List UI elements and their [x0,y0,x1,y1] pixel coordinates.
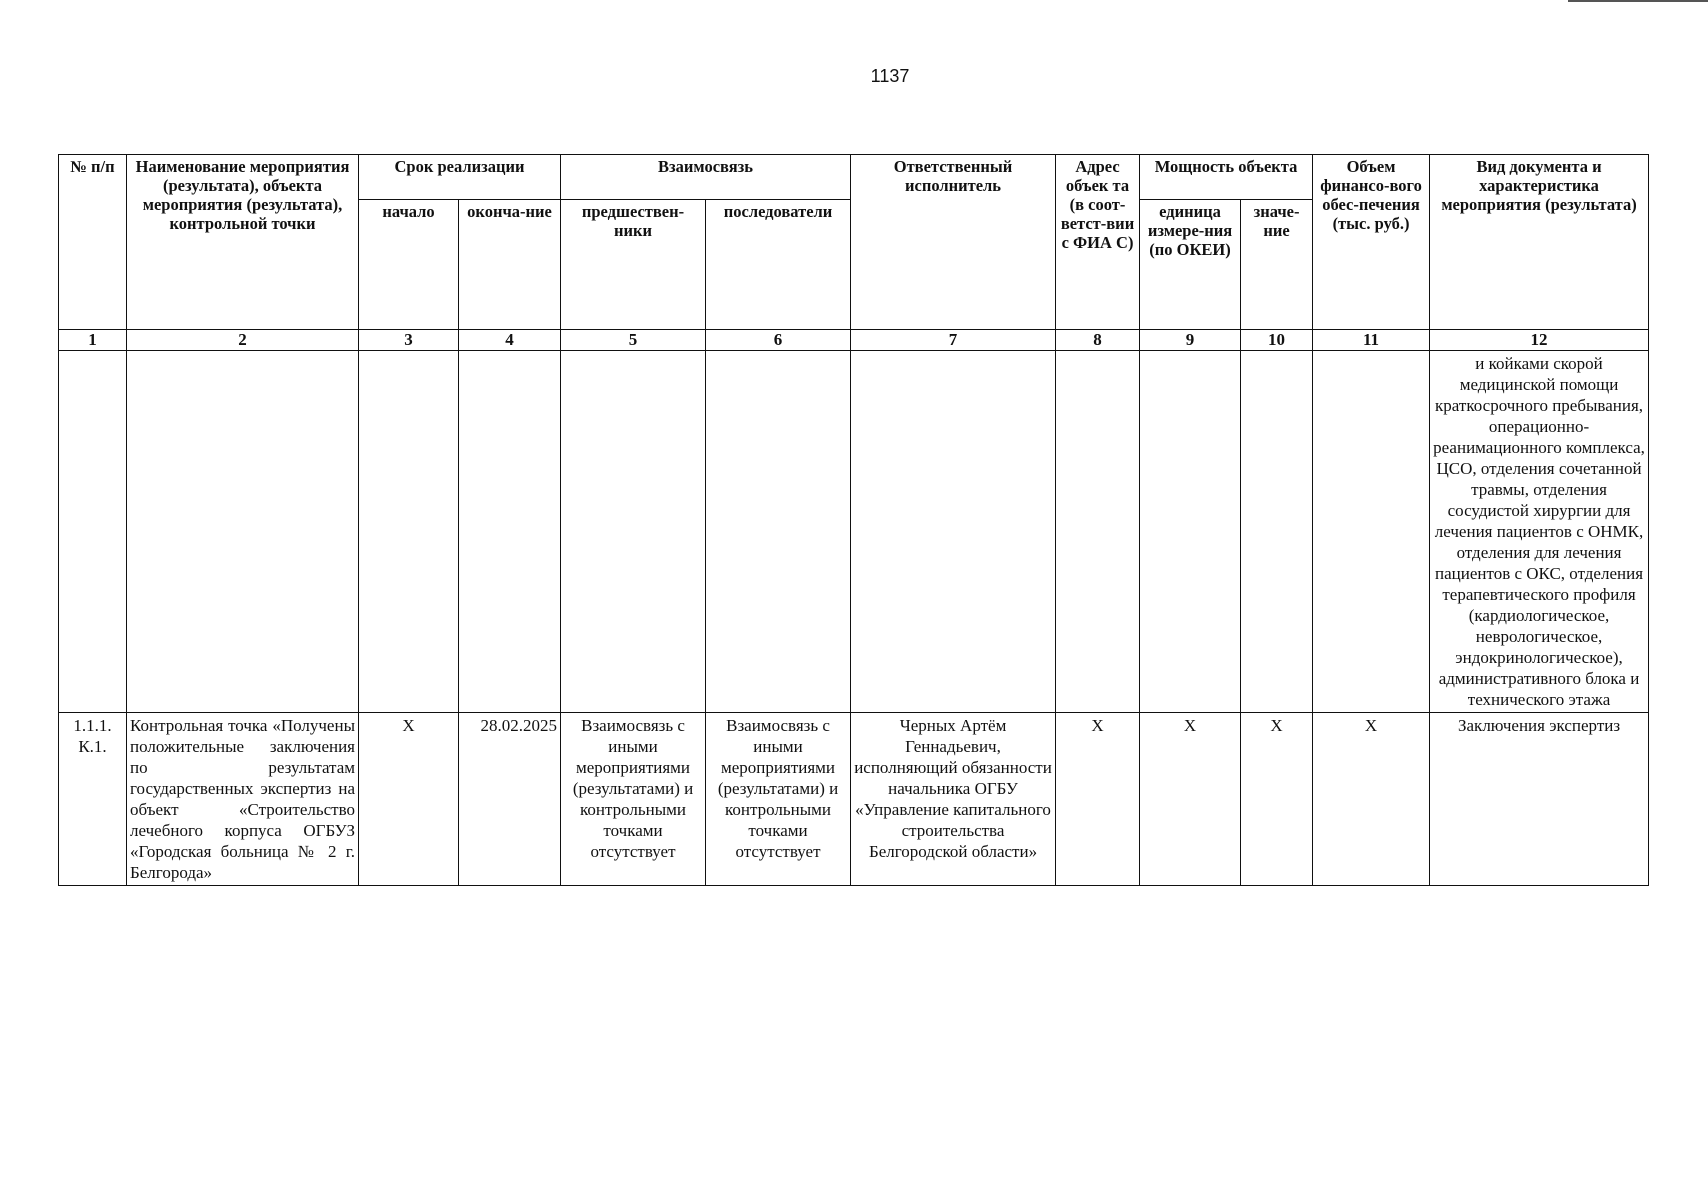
header-address: Адрес объек та (в соот-ветст-вии с ФИА С) [1056,155,1140,330]
continuation-document-text: и койками скорой медицинской помощи краткосрочного пребывания, операционно-реанимационного комплекса, ЦСО, отделения сочетанной травмы, отделения сосудистой хирургии для лечения пациентов с ОНМК, отделения для лечения пациентов с ОКС, отделения терапевтического профиля (кардиологическое, неврологическое, эндокринологическое), административного блока и технического этажа [1430,351,1649,713]
column-number: 12 [1430,330,1649,351]
header-row-1 [59,155,1649,200]
header-end: оконча-ние [459,200,561,330]
column-numbers-row [59,330,1649,351]
header-document: Вид документа и характеристика мероприятия (результата) [1430,155,1649,330]
column-number: 9 [1140,330,1241,351]
header-financing: Объем финансо-вого обес-печения (тыс. руб.) [1313,155,1430,330]
row-responsible: Черных Артём Геннадьевич, исполняющий обязанности начальника ОГБУ «Управление капитального строительства Белгородской области» [851,713,1056,886]
cont-cell [851,351,1056,713]
column-number: 5 [561,330,706,351]
row-address: X [1056,713,1140,886]
column-number: 3 [359,330,459,351]
page-number: 1137 [870,66,910,86]
cont-cell [706,351,851,713]
header-responsible: Ответственный исполнитель [851,155,1056,330]
cont-cell [1313,351,1430,713]
row-start: X [359,713,459,886]
header-power-group: Мощность объекта [1140,155,1313,200]
header-name: Наименование мероприятия (результата), объекта мероприятия (результата), контрольной точки [127,155,359,330]
top-border-line [1568,0,1708,2]
column-number: 11 [1313,330,1430,351]
cont-cell [459,351,561,713]
header-successors: последователи [706,200,851,330]
column-number: 4 [459,330,561,351]
cont-cell [561,351,706,713]
header-predecessors: предшествен-ники [561,200,706,330]
cont-cell [59,351,127,713]
row-value: X [1241,713,1313,886]
row-end: 28.02.2025 [459,713,561,886]
row-predecessors: Взаимосвязь с иными мероприятиями (результатами) и контрольными точками отсутствует [561,713,706,886]
column-number: 8 [1056,330,1140,351]
column-number: 2 [127,330,359,351]
header-value: значе-ние [1241,200,1313,330]
column-number: 6 [706,330,851,351]
cont-cell [1241,351,1313,713]
column-number: 7 [851,330,1056,351]
plan-table [58,154,1649,886]
row-financing: X [1313,713,1430,886]
cont-cell [1056,351,1140,713]
row-successors: Взаимосвязь с иными мероприятиями (результатами) и контрольными точками отсутствует [706,713,851,886]
row-unit: X [1140,713,1241,886]
column-number: 10 [1241,330,1313,351]
header-link-group: Взаимосвязь [561,155,851,200]
cont-cell [127,351,359,713]
header-start: начало [359,200,459,330]
cont-cell [359,351,459,713]
row-number: 1.1.1. К.1. [59,713,127,886]
continuation-row [59,351,1649,713]
header-num: № п/п [59,155,127,330]
column-number: 1 [59,330,127,351]
row-document: Заключения экспертиз [1430,713,1649,886]
row-name: Контрольная точка «Получены положительные заключения по результатам государственных экспертиз на объект «Строительство лечебного корпуса ОГБУЗ «Городская больница № 2 г. Белгорода» [127,713,359,886]
header-unit: единица измере-ния (по ОКЕИ) [1140,200,1241,330]
cont-cell [1140,351,1241,713]
control-point-row [59,713,1649,886]
header-term-group: Срок реализации [359,155,561,200]
